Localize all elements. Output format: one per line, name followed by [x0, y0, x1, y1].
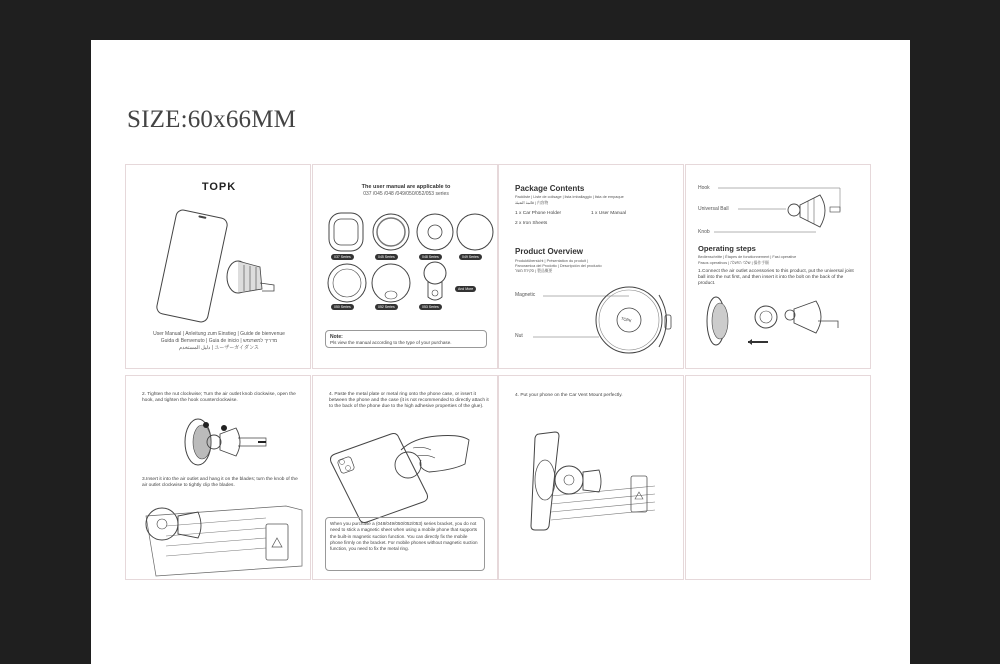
series-badge-more: And More: [455, 286, 476, 292]
series-mounts-illustration: [313, 209, 498, 319]
series-badge-053: 053 Series: [419, 304, 442, 310]
panel-series: [312, 164, 498, 369]
panel-step-2-3: [125, 375, 311, 580]
operating-steps-title: Operating steps: [698, 244, 756, 253]
series-note-title: Note:: [330, 334, 343, 340]
operating-langs-1: Bedienschritte | Étapes de fonctionnement | Fasi operative: [698, 255, 797, 259]
disc-logo: TOPK: [620, 315, 633, 324]
operating-langs-2: Pasos operativos | שלבי הפעלה | 操作手順: [698, 261, 769, 265]
label-universal-ball: Universal Ball: [698, 206, 729, 212]
step-3-text: 3.Insert it into the air outlet and hang it on the blades; turn the knob of the air outlet clockwise to tightly clip the blades.: [142, 477, 298, 488]
step-4-text: 4. Paste the metal plate or metal ring onto the phone case, or insert it between the phone and the case (it is not recommended to directly attach it to the back of the phone due to the high adhesive properties of the glue).: [329, 392, 489, 409]
panel-blank: [685, 375, 871, 580]
series-models: 037 /045 /048 /049/050/052/053 series: [363, 191, 449, 197]
series-badge-049: 049 Series: [459, 254, 482, 260]
panel-step-4: [312, 375, 498, 580]
package-langs-2: قائمة التعبئة | 内容物: [515, 201, 549, 205]
cover-languages-3: دليل المستخدم | ユーザーガイダンス: [179, 345, 259, 351]
overview-langs-3: סקירת מוצר | 製品概要: [515, 269, 553, 273]
series-note-text: Pls view the manual according to the type of your purchase.: [330, 340, 452, 345]
package-contents-title: Package Contents: [515, 184, 585, 193]
series-badge-050: 050 Series: [331, 304, 354, 310]
panel-step-5: [498, 375, 684, 580]
vent-clip-illustration: [686, 165, 871, 369]
panel-operating: [685, 164, 871, 369]
manual-page: [91, 40, 910, 664]
step-4-note: When you purchase a (048/049/050/052/053) series bracket, you do not need to stick a magnetic sheet when using a mobile phone that supports the built-in magnetic suction function. You can directly fix the mobile phone firmly on the bracket. For mobile phones without magnetic suction function, you need to fix the metal ring.: [330, 521, 478, 552]
series-badge-048: 048 Series: [419, 254, 442, 260]
step-5-text: 4. Put your phone on the Car Vent Mount perfectly.: [515, 393, 623, 398]
overview-langs-2: Panoramica del Prodotto | Descripción del producto: [515, 264, 602, 268]
phone-on-vent-illustration: [499, 376, 684, 580]
manual-panels-grid: [125, 164, 873, 582]
label-knob: Knob: [698, 229, 710, 235]
package-langs-1: Packliste | Liste de colisage | lista imballaggio | lista de empaque: [515, 195, 624, 199]
step-4-note-box: [325, 517, 485, 571]
cover-languages-2: Guida di Benvenuto | Guia de inicio | מדריך למשתמש: [160, 338, 278, 344]
series-badge-045: 045 Series: [375, 254, 398, 260]
step-2-text: 2. Tighten the nut clockwise; Turn the air outlet knob clockwise, open the hook, and tighten the hook counterclockwise.: [142, 392, 296, 403]
panel-cover: [125, 164, 311, 369]
series-title: The user manual are applicable to: [361, 184, 451, 190]
series-badge-037: 037 Series: [331, 254, 354, 260]
package-item-sheets: 2 x Iron Sheets: [515, 221, 548, 226]
series-note-box: [325, 330, 487, 348]
package-item-manual: 1 x User Manual: [591, 211, 626, 216]
panel-contents: [498, 164, 684, 369]
operating-step-1: 1.Connect the air outlet accessories to this product, put the universal joint ball into the nut first, and then insert it into the bolt on the back of the product.: [698, 269, 854, 286]
magnetic-disc-illustration: [499, 165, 684, 369]
package-item-holder: 1 x Car Phone Holder: [515, 211, 562, 216]
series-badge-052: 052 Series: [375, 304, 398, 310]
cover-languages-1: User Manual | Anleitung zum Einstieg | Guide de bienvenue: [153, 331, 285, 337]
label-nut: Nut: [515, 333, 523, 339]
product-overview-title: Product Overview: [515, 247, 584, 256]
size-title: SIZE:60x66MM: [127, 106, 297, 133]
label-magnetic: Magnetic: [515, 292, 536, 298]
overview-langs-1: Produktübersicht | Présentation du produit |: [515, 259, 588, 263]
label-hook: Hook: [698, 185, 710, 191]
brand-logo: TOPK: [201, 181, 237, 193]
vent-insert-illustration: [126, 376, 311, 580]
